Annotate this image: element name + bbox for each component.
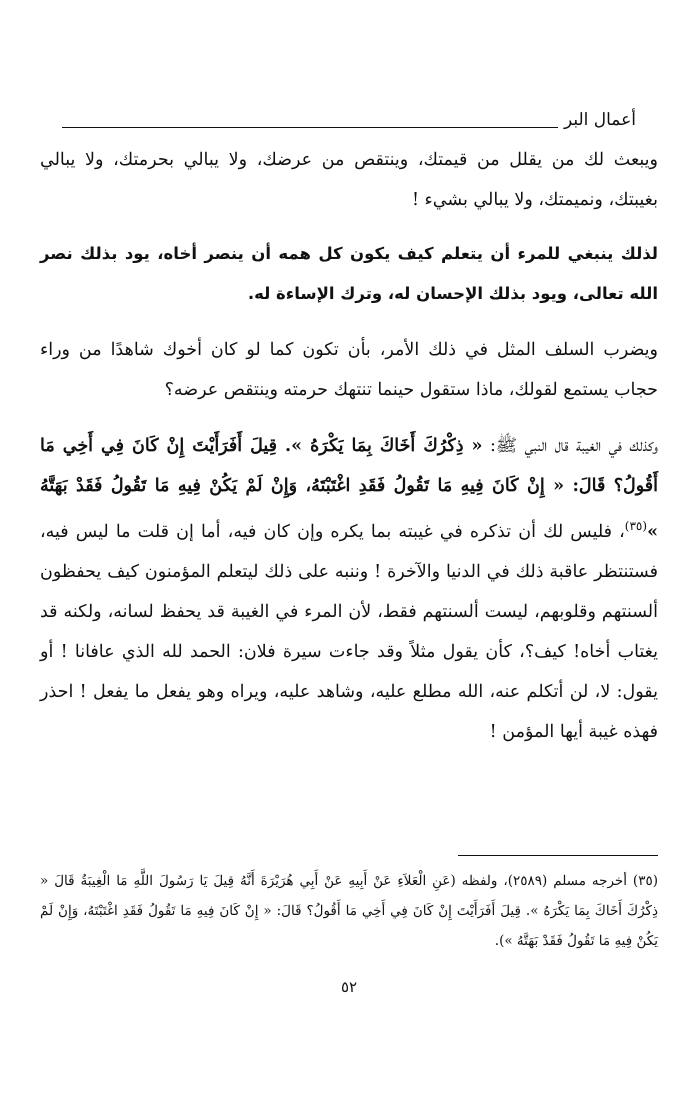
paragraph-1: ويبعث لك من يقلل من قيمتك، وينتقص من عرضك، ولا يبالي بحرمتك، ولا يبالي بغيبتك، ونميمتك، ولا يبالي بشيء ! [40, 150, 658, 210]
header-rule [62, 127, 558, 128]
main-text [40, 140, 658, 752]
paragraph-3: ويضرب السلف المثل في ذلك الأمر، بأن تكون كما لو كان أخوك شاهدًا من وراء حجاب يستمع لقولك، ماذا ستقول حينما تنتهك حرمته وينتقص عرضه؟ [40, 340, 658, 400]
footnote-35: (٣٥) أخرجه مسلم (٢٥٨٩)، ولفظه (عَنِ الْعَلاَءِ عَنْ أَبِيهِ عَنْ أَبِي هُرَيْرَةَ أَنَّهُ قِيلَ يَا رَسُولَ اللَّهِ مَا الْغِيبَةُ قَالَ « ذِكْرُكَ أَخَاكَ بِمَا يَكْرَهُ ». قِيلَ أَفَرَأَيْتَ إِنْ كَانَ فِي أَخِي مَا أَقُولُ؟ قَالَ: « إِنْ كَانَ فِيهِ مَا تَقُولُ فَقَدِ اغْتَبْتَهُ، وَإِنْ لَمْ يَكُنْ فِيهِ مَا تَقُولُ فَقَدْ بَهَتَّهُ »). [40, 873, 658, 949]
running-header-title: أعمال البر [563, 110, 636, 130]
paragraph-2-bold: لذلك ينبغي للمرء أن يتعلم كيف يكون كل همه أن ينصر أخاه، يود بذلك نصر الله تعالى، ويود بذلك الإحسان له، وترك الإساءة له. [40, 244, 658, 303]
paragraph-4-rest: ، فليس لك أن تذكره في غيبته بما يكره وإن كان فيه، أما إن قلت ما ليس فيه، فستنتظر عاقبة ذلك في الدنيا والآخرة ! وننبه على ذلك ليتعلم المؤمنون كيف يحفظون ألسنتهم وقلوبهم، ليست ألسنتهم فقط، لأن المرء في الغيبة قد يحفظ لسانه، ولكنه قد يغتاب أخاه! كيف؟، كأن يقول مثلاً وقد جاءت سيرة فلان: الحمد لله الذي عافانا ! أو يقول: لا، لن أتكلم عنه، الله مطلع عليه، وشاهد عليه، ويراه وهو يفعل ما يفعل ! احذر فهذه غيبة أيها المؤمن ! [40, 521, 658, 742]
page-number: ٥٢ [340, 978, 358, 996]
footnote-reference[interactable]: (٣٥) [624, 519, 648, 533]
paragraph-4 [40, 426, 658, 752]
hadith-quote: « ذِكْرُكَ أَخَاكَ بِمَا يَكْرَهُ ». قِيلَ أَفَرَأَيْتَ إِنْ كَانَ فِي أَخِي مَا أَقُولُ؟ قَالَ: « إِنْ كَانَ فِيهِ مَا تَقُولُ فَقَدِ اغْتَبْتَهُ، وَإِنْ لَمْ يَكُنْ فِيهِ مَا تَقُولُ فَقَدْ بَهَتَّهُ » [40, 436, 658, 542]
running-header [62, 106, 636, 132]
footnote-separator [458, 855, 658, 856]
hadith-lead: وكذلك في الغيبة قال النبي ﷺ: [490, 436, 658, 456]
